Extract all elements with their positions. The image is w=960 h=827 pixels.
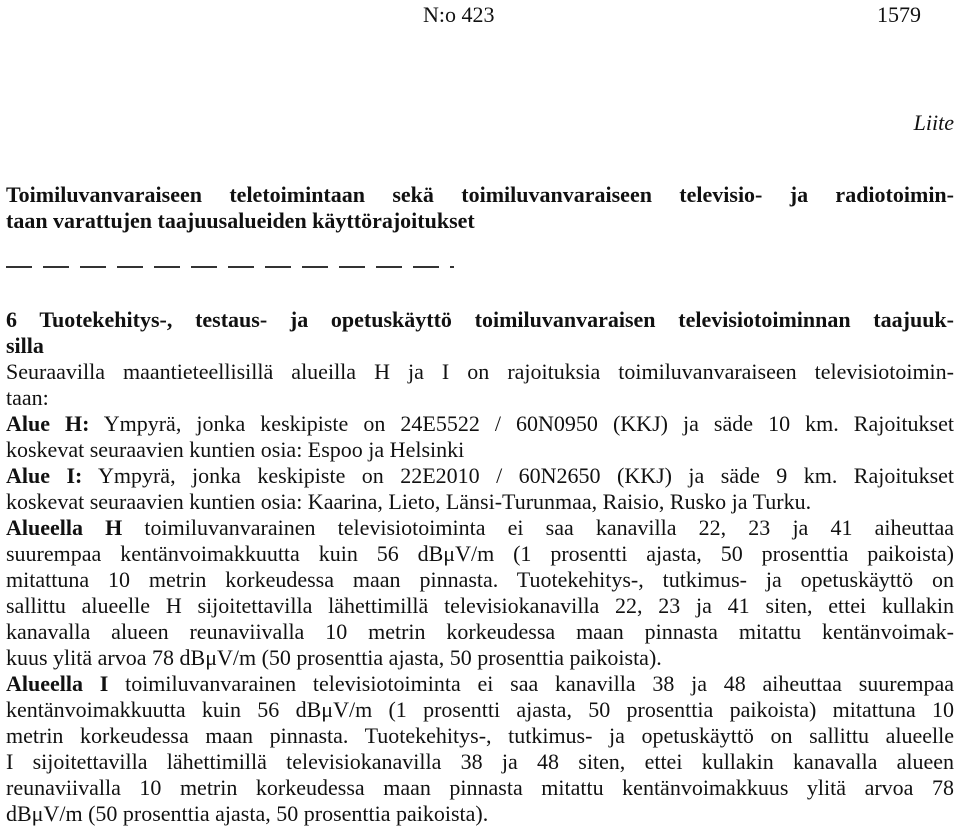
section-heading <box>6 307 954 359</box>
para-h-line: sallittu alueelle H sijoitettavilla lähettimillä televisiokanavilla 22, 23 ja 41 siten, ettei kullakin <box>6 593 954 618</box>
para-h-line: kanavalla alueen reunaviivalla 10 metrin korkeudessa maan pinnasta mitattu kentänvoimak- <box>6 619 954 644</box>
separator-dashes <box>6 266 454 268</box>
intro-paragraph <box>6 359 954 411</box>
intro-line: taan: <box>6 385 49 410</box>
document-title <box>6 182 954 234</box>
para-h-line: mitattuna 10 metrin korkeudessa maan pinnasta. Tuotekehitys-, tutkimus- ja opetuskäyttö on <box>6 567 954 592</box>
area-h-para-label: Alueella H <box>6 515 123 540</box>
section-content <box>6 307 954 827</box>
title-line: Toimiluvanvaraiseen teletoimintaan sekä toimiluvanvaraiseen televisio- ja radiotoimin- <box>6 182 954 207</box>
para-h-line: kuus ylitä arvoa 78 dBμV/m (50 prosenttia ajasta, 50 prosenttia paikoista). <box>6 645 662 670</box>
area-i-para-label: Alueella I <box>6 671 109 696</box>
area-h-paragraph <box>6 515 954 671</box>
area-h-line: koskevat seuraavien kuntien osia: Espoo ja Helsinki <box>6 437 465 462</box>
para-i-line: reunaviivalla 10 metrin korkeudessa maan pinnasta mitattu kentänvoimakkuus ylitä arvoa 78 <box>6 775 954 800</box>
intro-line: Seuraavilla maantieteellisillä alueilla H ja I on rajoituksia toimiluvanvaraiseen televisiotoimin- <box>6 359 954 384</box>
para-i-line: metrin korkeudessa maan pinnasta. Tuotekehitys-, tutkimus- ja opetuskäyttö on sallittu alueelle <box>6 723 954 748</box>
area-h-label: Alue H: <box>6 411 90 436</box>
para-h-line: Alueella H toimiluvanvarainen televisiotoiminta ei saa kanavilla 22, 23 ja 41 aiheuttaa <box>6 515 955 540</box>
area-i-label: Alue I: <box>6 463 83 488</box>
appendix-label: Liite <box>913 110 954 135</box>
heading-line: silla <box>6 333 44 358</box>
heading-line: 6 Tuotekehitys-, testaus- ja opetuskäyttö toimiluvanvaraisen televisiotoiminnan taajuuk- <box>6 307 954 332</box>
area-h-line: Alue H: Ympyrä, jonka keskipiste on 24E5522 / 60N0950 (KKJ) ja säde 10 km. Rajoitukset <box>6 411 954 436</box>
para-i-line: I sijoitettavilla lähettimillä televisiokanavilla 38 ja 48 siten, ettei kullakin kanavalla alueen <box>6 749 954 774</box>
para-i-line: kentänvoimakkuutta kuin 56 dBμV/m (1 prosentti ajasta, 50 prosenttia paikoista) mitattuna 10 <box>6 697 954 722</box>
area-h-definition <box>6 411 954 463</box>
para-i-line: Alueella I toimiluvanvarainen televisiotoiminta ei saa kanavilla 38 ja 48 aiheuttaa suurempaa <box>6 671 954 696</box>
page-number: 1579 <box>877 2 921 27</box>
area-i-paragraph <box>6 671 954 827</box>
para-h-line: suurempaa kentänvoimakkuutta kuin 56 dBμV/m (1 prosentti ajasta, 50 prosenttia paikoista) <box>6 541 954 566</box>
area-i-line: Alue I: Ympyrä, jonka keskipiste on 22E2010 / 60N2650 (KKJ) ja säde 9 km. Rajoitukset <box>6 463 955 488</box>
title-line: taan varattujen taajuusalueiden käyttörajoitukset <box>6 208 475 233</box>
issue-number: N:o 423 <box>423 2 495 27</box>
para-i-line: dBμV/m (50 prosenttia ajasta, 50 prosenttia paikoista). <box>6 801 489 826</box>
area-i-line: koskevat seuraavien kuntien osia: Kaarina, Lieto, Länsi-Turunmaa, Raisio, Rusko ja Turku. <box>6 489 812 514</box>
area-i-definition <box>6 463 954 515</box>
